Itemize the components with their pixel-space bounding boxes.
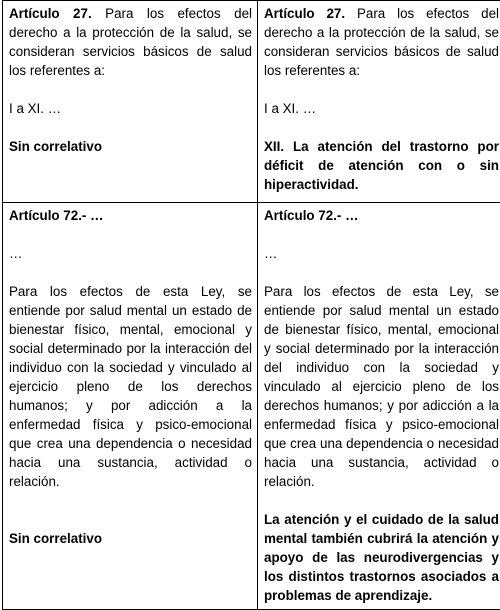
article-body: Para los efectos de esta Ley, se entiende por salud mental un estado de bienestar físico, mental, emocional y social determinado por la interacción del individuo con la sociedad y vinculado al ejercicio pleno de los derechos humanos; y por adicción a la enfermedad física y psico-emocional que crea una dependencia o necesidad hacia una sustancia, actividad o relación. (9, 282, 252, 491)
spacer (9, 491, 252, 529)
no-correlative-note: Sin correlativo (9, 529, 252, 548)
cell-current-article-72 (3, 203, 258, 610)
spacer (264, 118, 499, 137)
article-27-paragraph (9, 4, 252, 80)
spacer (9, 263, 252, 282)
ellipsis-paragraph: … (264, 244, 499, 263)
spacer (264, 491, 499, 510)
fraction-range: I a XI. … (264, 99, 499, 118)
table-row (3, 1, 500, 203)
comparison-table (2, 0, 500, 610)
table-row (3, 203, 500, 610)
fraction-range: I a XI. … (9, 99, 252, 118)
spacer (9, 118, 252, 137)
spacer (264, 225, 499, 244)
article-heading: Artículo 72.- … (264, 206, 499, 225)
article-heading: Artículo 27. (9, 6, 92, 21)
spacer (9, 80, 252, 99)
article-intro: Para los efectos del derecho a la protección de la salud, se consideran servicios básicos de salud los referentes a: (264, 6, 499, 78)
article-27-paragraph (264, 4, 499, 80)
proposed-addition: La atención y el cuidado de la salud mental también cubrirá la atención y apoyo de las neurodivergencias y los distintos trastornos asociados a problemas de aprendizaje. (264, 510, 499, 605)
cell-current-article-27 (3, 1, 258, 203)
ellipsis-paragraph: … (9, 244, 252, 263)
spacer (9, 225, 252, 244)
article-intro: Para los efectos del derecho a la protección de la salud, se consideran servicios básicos de salud los referentes a: (9, 6, 252, 78)
spacer (264, 80, 499, 99)
cell-proposed-article-72 (258, 203, 500, 610)
spacer (264, 263, 499, 282)
article-heading: Artículo 72.- … (9, 206, 252, 225)
proposed-addition: XII. La atención del trastorno por déficit de atención con o sin hiperactividad. (264, 137, 499, 194)
cell-proposed-article-27 (258, 1, 500, 203)
article-body: Para los efectos de esta Ley, se entiende por salud mental un estado de bienestar físico, mental, emocional y social determinado por la interacción del individuo con la sociedad y vinculado al ejercicio pleno de los derechos humanos; y por adicción a la enfermedad física y psico-emocional que crea una dependencia o necesidad hacia una sustancia, actividad o relación. (264, 282, 499, 491)
article-heading: Artículo 27. (264, 6, 345, 21)
no-correlative-note: Sin correlativo (9, 137, 252, 156)
